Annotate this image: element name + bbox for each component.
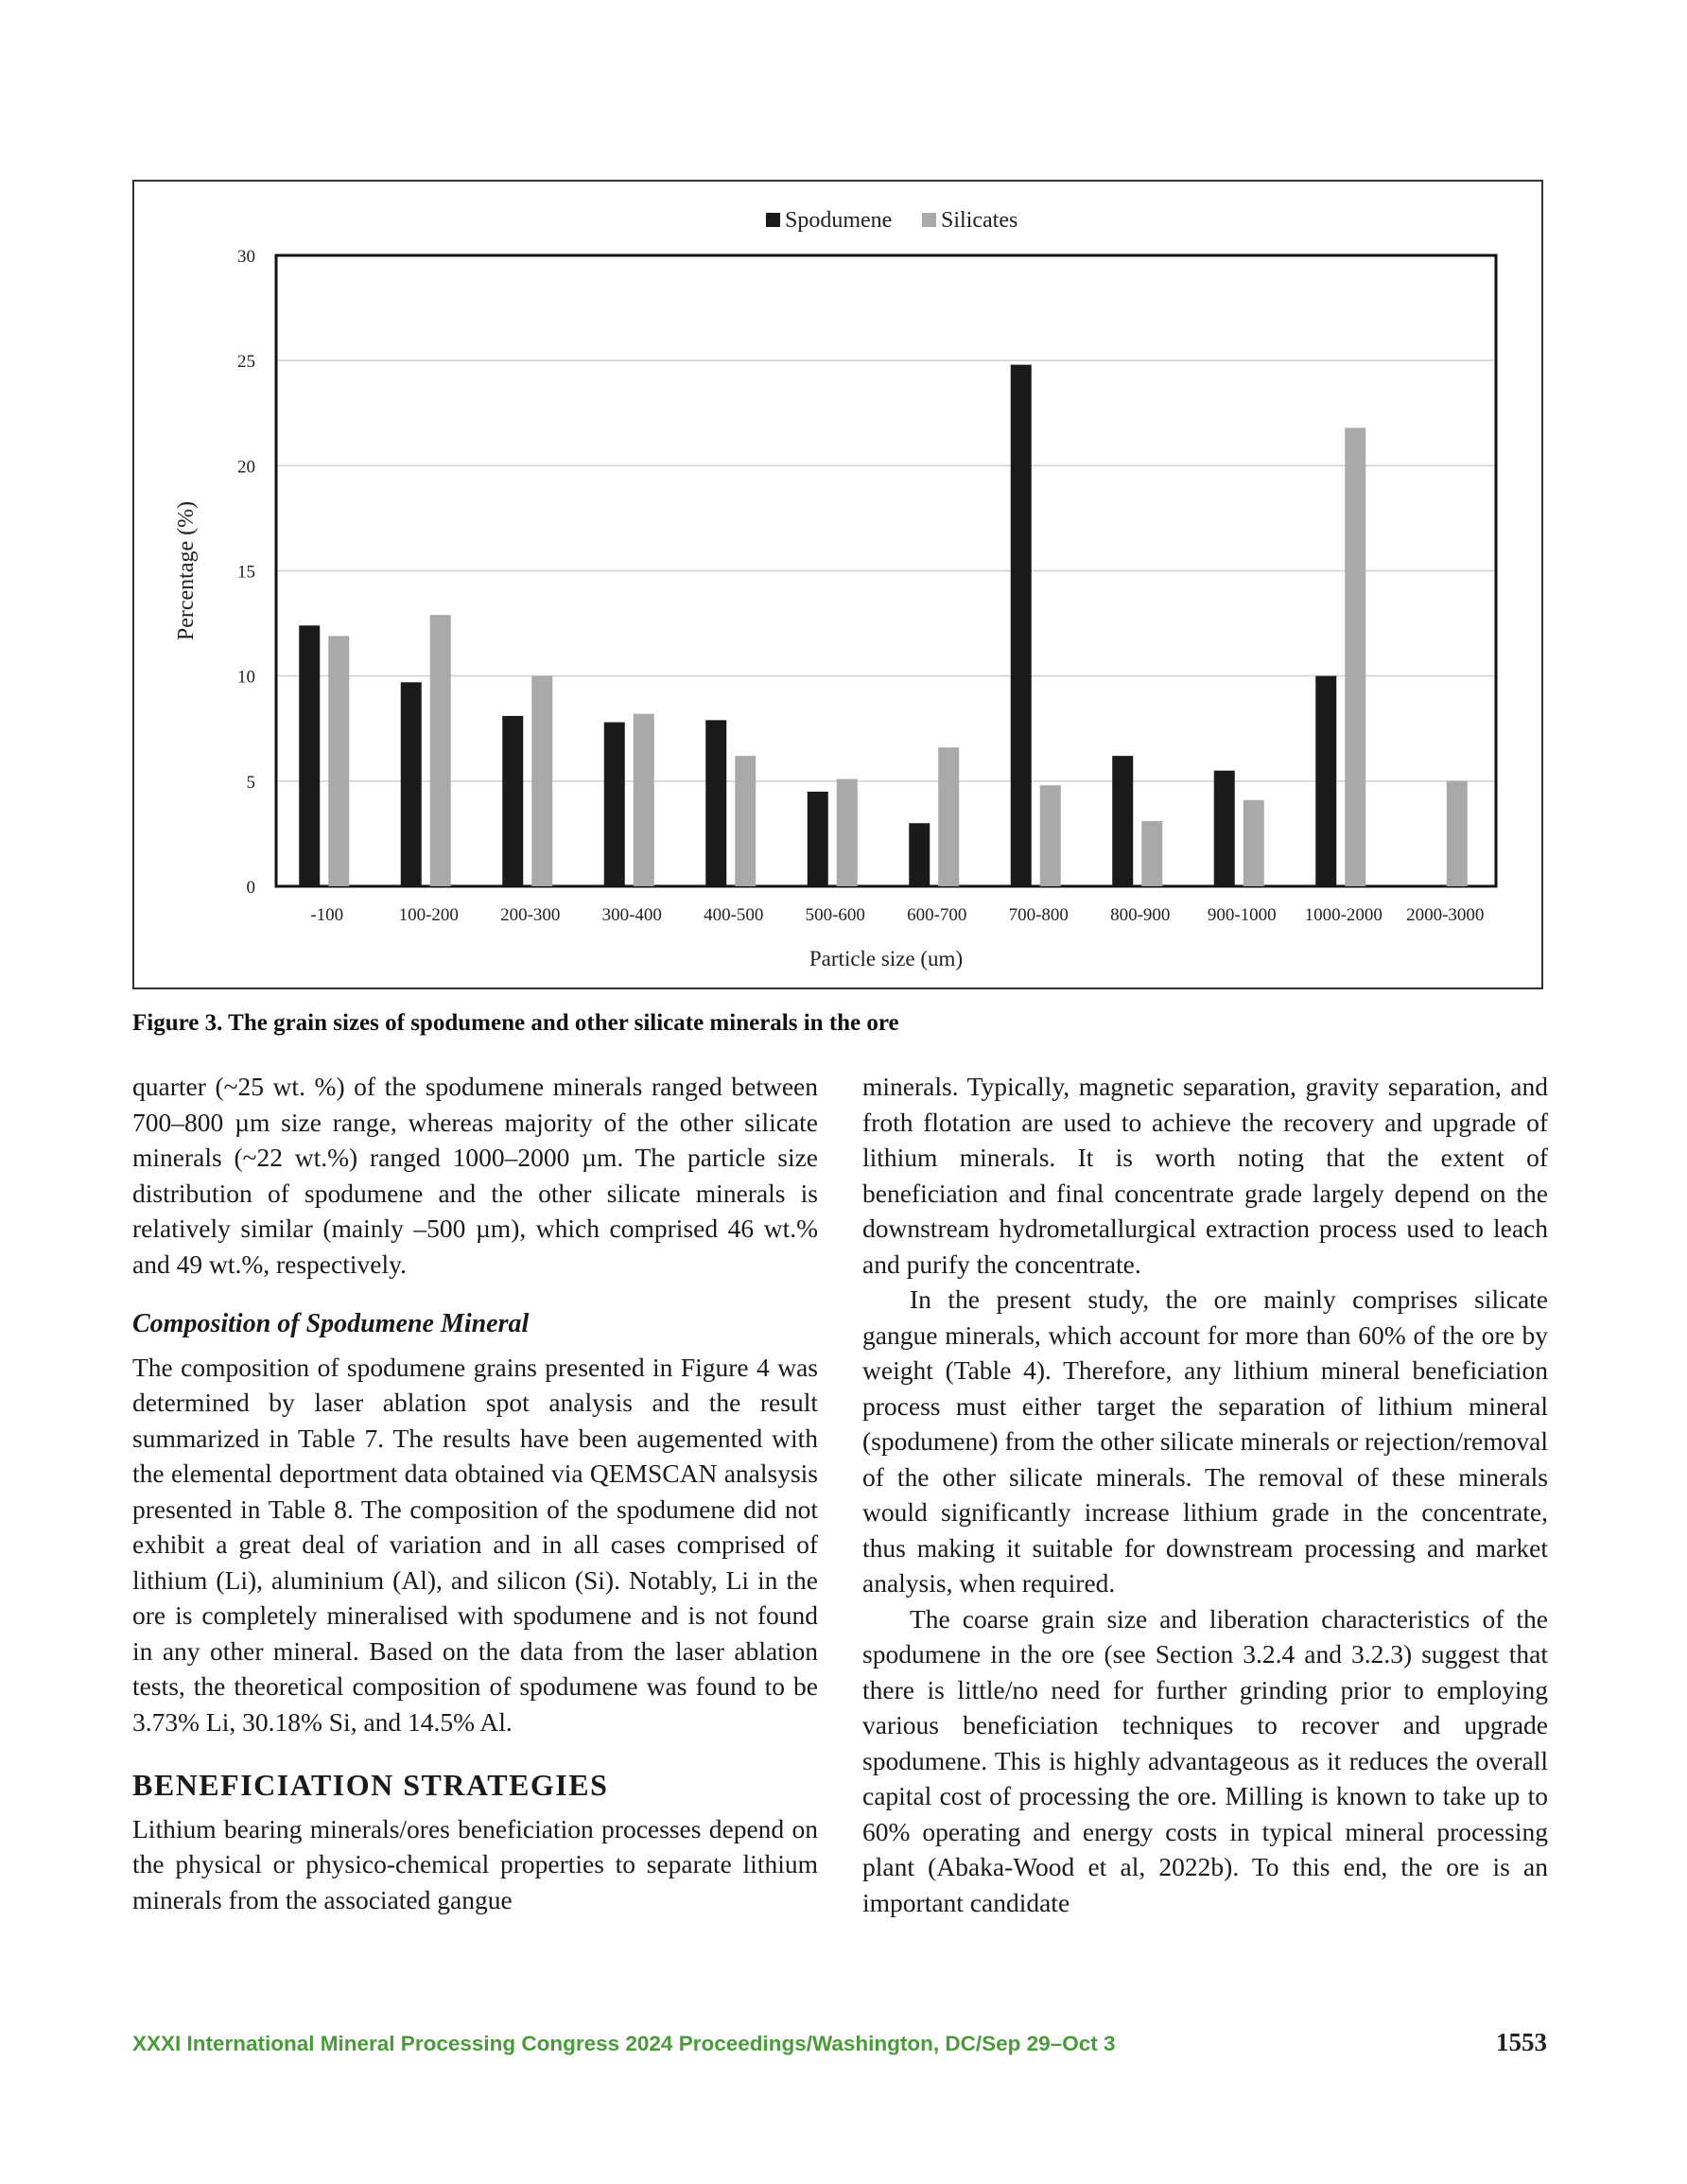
bar-silicates-700-800 [1040, 785, 1061, 886]
y-tick-label: 15 [237, 562, 255, 583]
subheading: Composition of Spodumene Mineral [132, 1309, 530, 1338]
y-tick-label: 10 [237, 667, 255, 688]
bar-silicates--100 [328, 636, 349, 886]
paragraph: The composition of spodumene grains presented in Figure 4 was determined by laser ablation spot analysis and the result summarized in Table 7. The results have been augemented with the elemental deportment data obtained via QEMSCAN analsysis presented in Table 8. The composition of the spodumene did not exhibit a great deal of variation and in all cases comprised of lithium (Li), aluminium (Al), and silicon (Si). Notably, Li in the ore is completely mineralised with spodumene and is not found in any other mineral. Based on the data from the laser ablation tests, the theoretical composition of spodumene was found to be 3.73% Li, 30.18% Si, and 14.5% Al. [132, 1352, 818, 1737]
right-column [862, 1069, 1548, 1920]
bar-silicates-1000-2000 [1345, 428, 1365, 886]
bar-spodumene--100 [299, 625, 320, 886]
paragraph: In the present study, the ore mainly comprises silicate gangue minerals, which account for more than 60% of the ore by weight (Table 4). Therefore, any lithium mineral beneficiation process must either target the separation of lithium mineral (spodumene) from the other silicate minerals or rejection/removal of the other silicate minerals. The removal of these minerals would significantly increase lithium grade in the concentrate, thus making it suitable for downstream processing and market analysis, when required. [862, 1284, 1548, 1598]
x-tick-label: 400-500 [704, 905, 764, 925]
x-tick-label: 800-900 [1110, 905, 1171, 925]
paragraph: quarter (~25 wt. %) of the spodumene minerals ranged between 700–800 µm size range, whereas majority of the other silicate minerals (~22 wt.%) ranged 1000–2000 µm. The particle size distribution of spodumene and the other silicate minerals is relatively similar (mainly –500 µm), which comprised 46 wt.% and 49 wt.%, respectively. [132, 1072, 818, 1279]
bar-silicates-200-300 [531, 676, 552, 886]
paragraph: Lithium bearing minerals/ores beneficiation processes depend on the physical or physico-chemical properties to separate lithium minerals from the associated gangue [132, 1813, 818, 1914]
x-tick-label: 1000-2000 [1304, 905, 1383, 925]
footer-text: XXXI International Mineral Processing Congress 2024 Proceedings/Washington, DC/Sep 29–Oct 3 [132, 2032, 1116, 2055]
figure-frame [132, 180, 1543, 989]
x-tick-label: 100-200 [398, 905, 459, 925]
y-tick-label: 0 [246, 878, 255, 898]
bar-spodumene-700-800 [1011, 365, 1032, 886]
page-number: 1553 [1496, 2028, 1547, 2056]
legend-label-silicates: Silicates [941, 208, 1018, 233]
x-tick-label: -100 [310, 905, 344, 925]
bar-silicates-600-700 [938, 747, 959, 886]
y-tick-label: 5 [246, 772, 255, 793]
left-column [132, 1069, 818, 1917]
x-tick-label: 700-800 [1008, 905, 1069, 925]
bar-spodumene-100-200 [401, 682, 422, 886]
bar-silicates-300-400 [634, 714, 654, 886]
x-tick-label: 300-400 [601, 905, 662, 925]
x-axis-label: Particle size (um) [809, 947, 964, 970]
bar-silicates-900-1000 [1244, 800, 1264, 886]
bar-silicates-500-600 [837, 779, 858, 886]
x-tick-label: 900-1000 [1207, 905, 1277, 925]
section-heading: BENEFICIATION STRATEGIES [132, 1768, 609, 1802]
y-axis-label: Percentage (%) [174, 500, 199, 641]
bar-spodumene-400-500 [705, 720, 726, 886]
y-tick-label: 20 [237, 457, 255, 478]
paragraph: The coarse grain size and liberation characteristics of the spodumene in the ore (see Section 3.2.4 and 3.2.3) suggest that there is little/no need for further grinding prior to employing various beneficiation techniques to recover and upgrade spodumene. This is highly advantageous as it reduces the overall capital cost of processing the ore. Milling is known to take up to 60% operating and energy costs in typical mineral processing plant (Abaka-Wood et al, 2022b). To this end, the ore is an important candidate [862, 1603, 1548, 1917]
x-tick-label: 2000-3000 [1406, 905, 1485, 925]
x-tick-label: 600-700 [907, 905, 967, 925]
bar-spodumene-1000-2000 [1315, 676, 1336, 886]
x-tick-label: 200-300 [500, 905, 561, 925]
legend-swatch-spodumene [766, 213, 780, 227]
x-tick-label: 500-600 [805, 905, 865, 925]
bar-silicates-2000-3000 [1447, 781, 1468, 886]
legend-label-spodumene: Spodumene [785, 208, 893, 233]
legend-swatch-silicates [922, 213, 936, 227]
bar-spodumene-200-300 [502, 716, 523, 886]
bar-silicates-100-200 [430, 615, 451, 886]
figure-caption: Figure 3. The grain sizes of spodumene and other silicate minerals in the ore [132, 1010, 899, 1036]
y-tick-label: 30 [237, 247, 255, 267]
bar-spodumene-500-600 [808, 792, 828, 886]
bar-spodumene-600-700 [909, 823, 930, 886]
bar-silicates-800-900 [1141, 821, 1162, 886]
bar-silicates-400-500 [735, 756, 756, 886]
bar-spodumene-900-1000 [1214, 771, 1235, 886]
bar-spodumene-300-400 [604, 723, 625, 886]
bar-spodumene-800-900 [1112, 756, 1133, 886]
paragraph: minerals. Typically, magnetic separation, gravity separation, and froth flotation are used to achieve the recovery and upgrade of lithium minerals. It is worth noting that the extent of beneficiation and final concentrate grade largely depend on the downstream hydrometallurgical extraction process used to leach and purify the concentrate. [862, 1072, 1548, 1279]
y-tick-label: 25 [237, 352, 255, 373]
bar-chart [134, 182, 1541, 987]
